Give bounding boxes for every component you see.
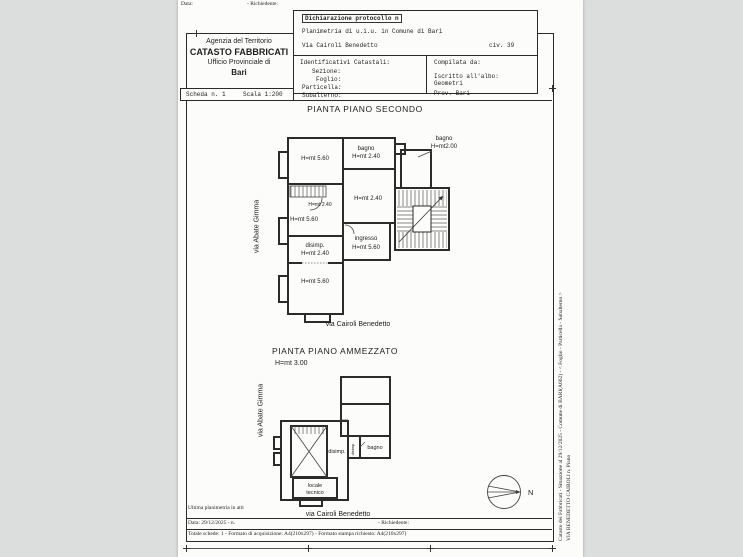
plan-ammezzato-title: PIANTA PIANO AMMEZZATO bbox=[271, 346, 399, 356]
street-abate-gimma-secondo: via Abate Gimma bbox=[253, 199, 261, 254]
compass-arrowhead bbox=[516, 490, 521, 494]
protocol-box-divider bbox=[294, 55, 537, 56]
sidebar-rotated-text bbox=[557, 41, 573, 541]
footer-divider-1 bbox=[186, 518, 552, 519]
compilata-prov: Prov. Bari bbox=[434, 90, 471, 97]
protocol-box bbox=[293, 10, 538, 99]
north-compass bbox=[485, 473, 545, 513]
room-labels bbox=[306, 443, 382, 496]
street-cairoli-ammezzato: via Cairoli Benedetto bbox=[305, 511, 371, 518]
compilata-title: Compilata da: bbox=[434, 59, 481, 66]
bagno-label: bagno bbox=[367, 445, 383, 451]
catastali-foglio: Foglio: bbox=[316, 76, 342, 83]
agency-block bbox=[188, 37, 290, 78]
agency-line1: Agenzia del Territorio bbox=[206, 38, 272, 45]
sidebar-line2: VIA BENEDETTO CAIROLI n. Piano bbox=[566, 454, 572, 541]
compilata-albo: Iscritto all'albo: bbox=[434, 73, 499, 80]
catastali-particella: Particella: bbox=[302, 84, 342, 91]
catastali-sezione: Sezione: bbox=[312, 68, 341, 75]
protocol-dichiarazione: Dichiarazione protocollo n bbox=[302, 14, 402, 23]
second-floor-plan bbox=[262, 130, 466, 328]
bagno-top-label: bagno bbox=[357, 146, 375, 152]
sidebar-line1: Catasto dei Fabbricati - Situazione al 29/12/2025 - Comune di BARI(A662) - < Foglio - Particella - Subalterno > bbox=[558, 292, 564, 541]
disimp-label: disimp. bbox=[328, 449, 346, 455]
footer-richiedente: - Richiedente: bbox=[378, 520, 410, 526]
agency-line4: Bari bbox=[231, 68, 247, 77]
agency-line2: CATASTO FABBRICATI bbox=[189, 47, 289, 57]
bagno-right-label: bagno bbox=[435, 136, 453, 142]
room-bottom-height-label: H=mt 5.60 bbox=[301, 279, 329, 285]
room-mid-height-label: H=mt 2.40 bbox=[354, 196, 382, 202]
street-cairoli-secondo: via Cairoli Benedetto bbox=[325, 321, 391, 328]
scheda-scale: Scala 1:200 bbox=[243, 91, 283, 98]
protocol-via: Via Cairoli Benedetto bbox=[302, 42, 378, 49]
compass-needle bbox=[488, 486, 521, 498]
catastali-subalterno: Subalterno: bbox=[302, 92, 342, 99]
footer-data-line: Data: 29/12/2025 - n. bbox=[188, 520, 236, 526]
walls bbox=[274, 377, 390, 506]
locale-tecnico-label-1: locale bbox=[307, 483, 323, 489]
compilata-geometri: Geometri bbox=[434, 80, 463, 87]
bagno-top-height-label: H=mt 2.40 bbox=[352, 154, 380, 160]
protocol-planimetria: Planimetria di u.i.u. in Comune di Bari bbox=[302, 28, 443, 35]
bagno-right-height-label: H=mt2.00 bbox=[430, 144, 458, 150]
bottom-ruler-line bbox=[186, 548, 552, 549]
agency-line3: Ufficio Provinciale di bbox=[207, 59, 271, 66]
scheda-number: Scheda n. 1 bbox=[186, 91, 226, 98]
ultima-planimetria-note: Ultima planimetria in atti bbox=[188, 505, 244, 511]
locale-tecnico-label-2: tecnico bbox=[306, 490, 324, 496]
ingresso-height-label: H=mt 5.60 bbox=[352, 245, 380, 251]
room1-height-label: H=mt 5.60 bbox=[301, 156, 329, 162]
document-page bbox=[178, 0, 583, 557]
stairwell bbox=[397, 190, 447, 248]
disimp-small-label: disimp. bbox=[350, 442, 355, 456]
compass-north-label: N bbox=[528, 488, 534, 497]
room-left-small-height-label: H=mt 2.40 bbox=[308, 202, 332, 208]
protocol-civ: civ. 39 bbox=[489, 42, 515, 49]
street-abate-gimma-ammezzato: via Abate Gimma bbox=[257, 383, 265, 438]
mezzanine-floor-plan bbox=[270, 374, 420, 508]
disimp-label: disimp. bbox=[305, 243, 325, 249]
top-data-label: Data: bbox=[181, 1, 193, 7]
catastali-title: Identificativi Catastali: bbox=[300, 59, 391, 66]
disimp-height-label: H=mt 2.40 bbox=[301, 251, 329, 257]
protocol-box-column-divider bbox=[426, 55, 427, 93]
ingresso-label: ingresso bbox=[354, 236, 378, 242]
footer-totale-line: Totale schede: 1 - Formato di acquisizione: A4(210x297) - Formato stampa richiesto: A4(210x297) bbox=[188, 531, 407, 537]
top-richiedente-label: - Richiedente: bbox=[247, 1, 279, 7]
room-left-height-label: H=mt 5.60 bbox=[290, 217, 318, 223]
footer-divider-2 bbox=[186, 529, 552, 530]
plan-secondo-title: PIANTA PIANO SECONDO bbox=[307, 104, 423, 114]
scheda-box bbox=[180, 88, 294, 101]
plan-ammezzato-height-note: H=mt 3.00 bbox=[275, 360, 308, 367]
